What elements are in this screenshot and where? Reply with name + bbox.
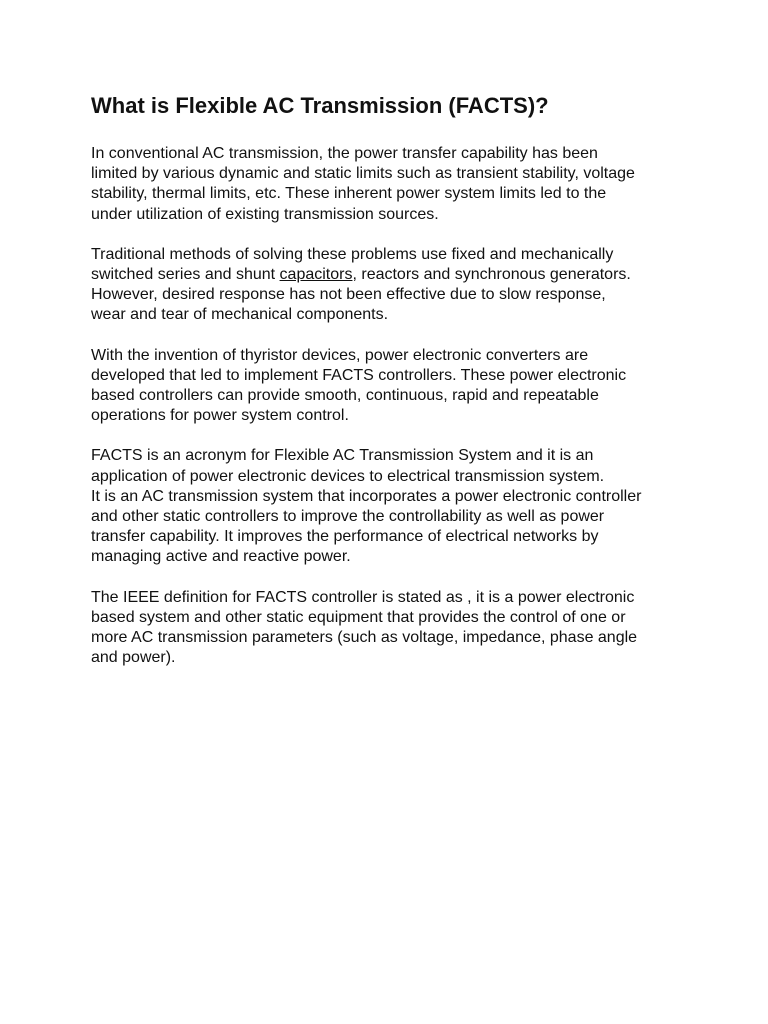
text-line: under utilization of existing transmission sources. xyxy=(91,205,439,223)
paragraph-intro xyxy=(91,144,691,225)
document-title: What is Flexible AC Transmission (FACTS)? xyxy=(91,93,549,118)
text-line: operations for power system control. xyxy=(91,407,349,425)
capacitors-link[interactable]: capacitors xyxy=(279,266,353,284)
text-line: stability, thermal limits, etc. These inherent power system limits led to the xyxy=(91,185,607,203)
text-segment: switched series and shunt xyxy=(91,266,280,284)
text-line: based controllers can provide smooth, continuous, rapid and repeatable xyxy=(91,387,599,405)
text-line: limited by various dynamic and static limits such as transient stability, voltage xyxy=(91,165,635,183)
text-line: managing active and reactive power. xyxy=(91,548,351,566)
document-page xyxy=(91,92,691,688)
text-line: application of power electronic devices to electrical transmission system. xyxy=(91,467,605,485)
text-line: With the invention of thyristor devices, power electronic converters are xyxy=(91,346,589,364)
paragraph-thyristor xyxy=(91,346,691,427)
text-line: Traditional methods of solving these problems use fixed and mechanically xyxy=(91,245,614,263)
text-line: developed that led to implement FACTS controllers. These power electronic xyxy=(91,366,627,384)
text-line: FACTS is an acronym for Flexible AC Transmission System and it is an xyxy=(91,447,594,465)
text-segment: , reactors and synchronous generators. xyxy=(352,266,631,284)
text-line: and other static controllers to improve the controllability as well as power xyxy=(91,508,605,526)
text-line xyxy=(91,265,691,285)
text-line: However, desired response has not been effective due to slow response, xyxy=(91,286,606,304)
text-line: and power). xyxy=(91,649,176,667)
text-line: based system and other static equipment that provides the control of one or xyxy=(91,608,626,626)
text-line: It is an AC transmission system that incorporates a power electronic controller xyxy=(91,487,642,505)
text-line: wear and tear of mechanical components. xyxy=(91,306,389,324)
paragraph-facts-definition xyxy=(91,446,691,567)
text-line: In conventional AC transmission, the power transfer capability has been xyxy=(91,145,598,162)
text-line: transfer capability. It improves the performance of electrical networks by xyxy=(91,528,599,546)
paragraph-traditional-methods xyxy=(91,245,691,326)
paragraph-ieee-definition xyxy=(91,588,691,669)
text-line: more AC transmission parameters (such as voltage, impedance, phase angle xyxy=(91,629,638,647)
text-line: The IEEE definition for FACTS controller is stated as , it is a power electronic xyxy=(91,588,635,606)
